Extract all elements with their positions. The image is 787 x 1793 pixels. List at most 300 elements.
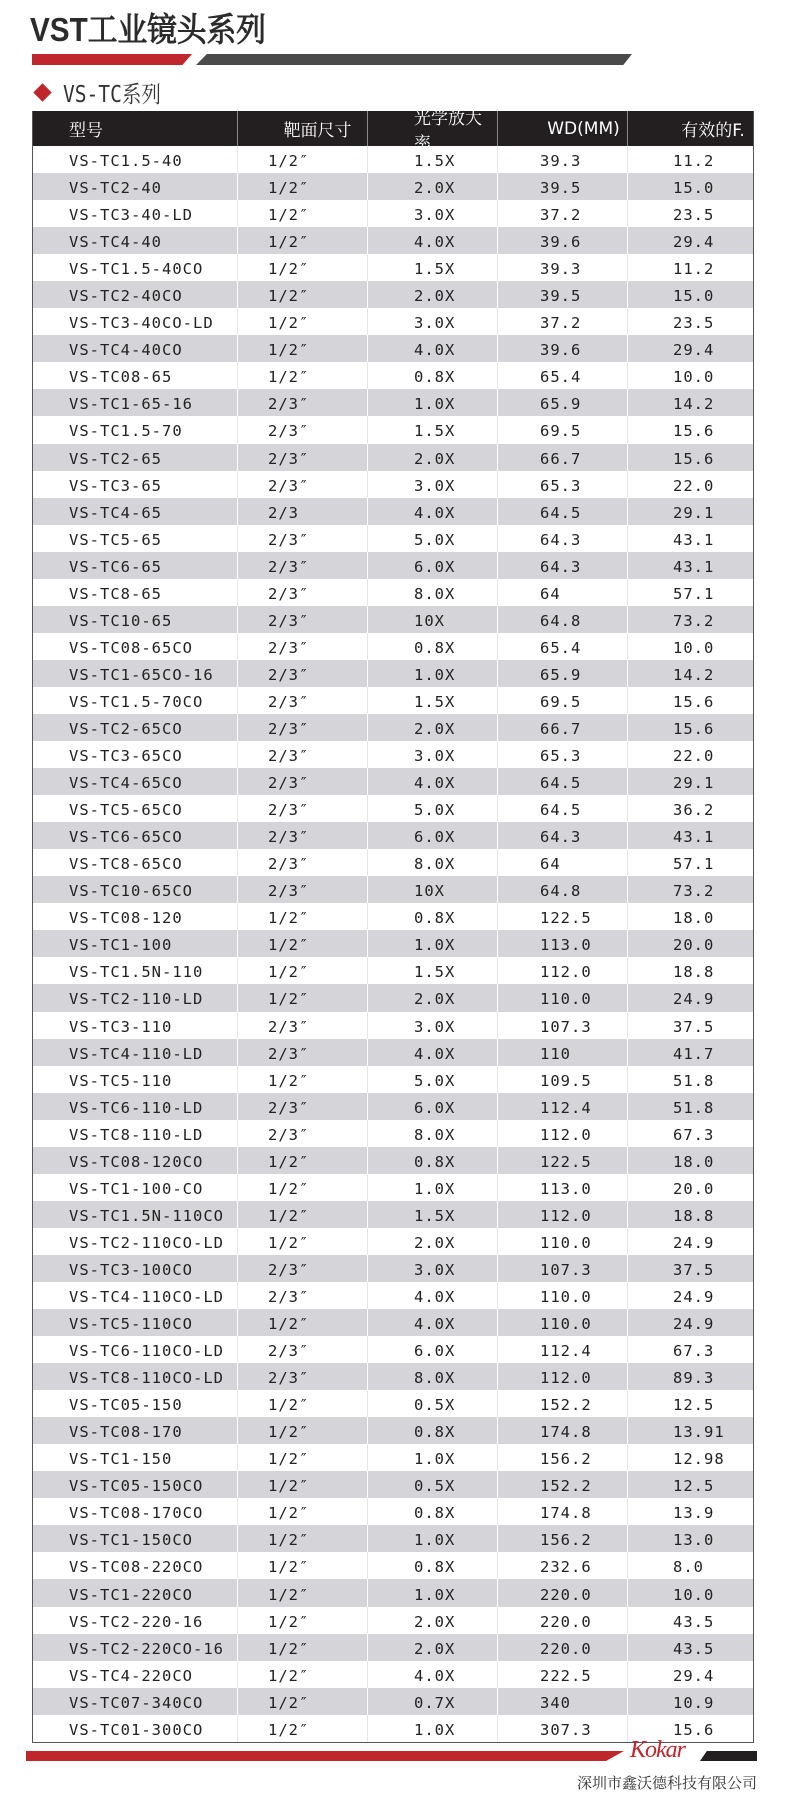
cell-magnification: 8.0X	[368, 1120, 498, 1147]
cell-sensor-size: 1/2″	[238, 1228, 368, 1255]
cell-effective-f: 15.6	[673, 692, 715, 711]
cell-working-distance: 64.5	[498, 498, 628, 525]
cell-sensor-size: 1/2″	[238, 200, 368, 227]
cell-sensor-size: 1/2″	[238, 1444, 368, 1471]
cell-effective-f: 15.6	[673, 449, 715, 468]
cell-sensor-size: 1/2″	[238, 1147, 368, 1174]
cell-sensor-size: 2/3″	[238, 768, 368, 795]
cell-sensor-size: 1/2″	[238, 254, 368, 281]
cell-sensor-size: 1/2″	[238, 1417, 368, 1444]
cell-model: VS-TC1-220CO	[33, 1579, 238, 1606]
cell-sensor-size: 1/2″	[238, 1471, 368, 1498]
cell-effective-f: 89.3	[673, 1369, 715, 1388]
cell-sensor-size: 1/2″	[238, 1607, 368, 1634]
table-row	[33, 281, 753, 308]
table-row	[33, 849, 753, 876]
cell-model: VS-TC1-150	[33, 1444, 238, 1471]
cell-magnification: 0.8X	[368, 362, 498, 389]
table-row	[33, 1066, 753, 1093]
kokar-logo: Kokar	[630, 1737, 685, 1763]
cell-model: VS-TC1.5N-110	[33, 957, 238, 984]
cell-working-distance: 112.0	[498, 1201, 628, 1228]
cell-working-distance: 64.3	[498, 552, 628, 579]
cell-magnification: 10X	[368, 606, 498, 633]
cell-magnification: 0.8X	[368, 903, 498, 930]
column-header-effective-f: 有效的F.	[681, 121, 745, 141]
cell-magnification: 0.5X	[368, 1390, 498, 1417]
cell-effective-f: 13.0	[673, 1531, 715, 1550]
decorative-red-stripe	[32, 54, 192, 65]
cell-magnification: 6.0X	[368, 1093, 498, 1120]
cell-model: VS-TC1-100	[33, 930, 238, 957]
cell-working-distance: 122.5	[498, 1147, 628, 1174]
table-row	[33, 633, 753, 660]
cell-model: VS-TC3-40-LD	[33, 200, 238, 227]
cell-working-distance: 66.7	[498, 714, 628, 741]
cell-sensor-size: 2/3″	[238, 876, 368, 903]
cell-effective-f: 15.6	[673, 720, 715, 738]
table-row	[33, 984, 753, 1011]
cell-model: VS-TC1.5-40	[33, 146, 238, 173]
cell-sensor-size: 2/3″	[238, 795, 368, 822]
cell-sensor-size: 2/3″	[238, 849, 368, 876]
cell-model: VS-TC3-100CO	[33, 1255, 238, 1282]
cell-working-distance: 112.0	[498, 957, 628, 984]
table-row	[33, 227, 753, 254]
table-row	[33, 1471, 753, 1498]
table-row	[33, 687, 753, 714]
cell-model: VS-TC3-110	[33, 1012, 238, 1039]
cell-model: VS-TC05-150CO	[33, 1471, 238, 1498]
cell-effective-f: 23.5	[673, 206, 715, 225]
cell-magnification: 4.0X	[368, 1282, 498, 1309]
cell-working-distance: 113.0	[498, 930, 628, 957]
cell-sensor-size: 1/2″	[238, 1661, 368, 1688]
diamond-bullet-icon	[33, 83, 51, 101]
cell-magnification: 0.8X	[368, 1498, 498, 1525]
cell-working-distance: 37.2	[498, 200, 628, 227]
cell-working-distance: 112.0	[498, 1363, 628, 1390]
cell-effective-f: 29.4	[673, 341, 715, 360]
column-header-magnification: 光学放大率	[368, 111, 498, 146]
cell-sensor-size: 1/2″	[238, 308, 368, 335]
table-row	[33, 1661, 753, 1688]
cell-working-distance: 340	[498, 1688, 628, 1715]
cell-effective-f: 67.3	[673, 1125, 715, 1144]
cell-working-distance: 110	[498, 1039, 628, 1066]
cell-sensor-size: 2/3″	[238, 606, 368, 633]
cell-working-distance: 152.2	[498, 1390, 628, 1417]
cell-model: VS-TC08-220CO	[33, 1552, 238, 1579]
cell-sensor-size: 1/2″	[238, 227, 368, 254]
cell-effective-f: 10.0	[673, 368, 715, 387]
table-row	[33, 1688, 753, 1715]
cell-working-distance: 156.2	[498, 1444, 628, 1471]
cell-magnification: 4.0X	[368, 1309, 498, 1336]
cell-effective-f: 18.8	[673, 963, 715, 982]
cell-sensor-size: 2/3″	[238, 714, 368, 741]
cell-model: VS-TC5-65CO	[33, 795, 238, 822]
cell-working-distance: 156.2	[498, 1525, 628, 1552]
table-row	[33, 714, 753, 741]
table-header-row	[33, 108, 753, 154]
cell-effective-f: 36.2	[673, 801, 715, 820]
cell-working-distance: 65.3	[498, 741, 628, 768]
cell-working-distance: 307.3	[498, 1715, 628, 1742]
cell-model: VS-TC2-65	[33, 444, 238, 471]
cell-magnification: 10X	[368, 876, 498, 903]
cell-sensor-size: 1/2″	[238, 903, 368, 930]
cell-effective-f: 13.91	[673, 1423, 725, 1442]
cell-working-distance: 39.5	[498, 173, 628, 200]
cell-sensor-size: 2/3	[238, 498, 368, 525]
cell-working-distance: 64.8	[498, 606, 628, 633]
cell-effective-f: 15.0	[673, 287, 715, 306]
cell-working-distance: 66.7	[498, 444, 628, 471]
table-row	[33, 444, 753, 471]
cell-working-distance: 64	[498, 849, 628, 876]
cell-effective-f: 51.8	[673, 1071, 715, 1090]
table-row	[33, 308, 753, 335]
table-row	[33, 1417, 753, 1444]
cell-working-distance: 39.6	[498, 335, 628, 362]
cell-model: VS-TC5-110CO	[33, 1309, 238, 1336]
cell-magnification: 1.0X	[368, 930, 498, 957]
cell-model: VS-TC5-65	[33, 525, 238, 552]
cell-effective-f: 11.2	[673, 260, 715, 279]
cell-magnification: 6.0X	[368, 552, 498, 579]
cell-working-distance: 65.9	[498, 660, 628, 687]
cell-effective-f: 23.5	[673, 314, 715, 333]
lens-spec-table	[32, 108, 754, 1743]
cell-working-distance: 232.6	[498, 1552, 628, 1579]
cell-model: VS-TC2-220CO-16	[33, 1634, 238, 1661]
table-row	[33, 903, 753, 930]
cell-effective-f: 18.0	[673, 909, 715, 928]
cell-working-distance: 65.9	[498, 389, 628, 416]
table-row	[33, 1363, 753, 1390]
table-row	[33, 200, 753, 227]
cell-sensor-size: 1/2″	[238, 957, 368, 984]
cell-effective-f: 29.4	[673, 1666, 715, 1685]
cell-sensor-size: 2/3″	[238, 822, 368, 849]
cell-effective-f: 24.9	[673, 1315, 715, 1334]
cell-working-distance: 112.0	[498, 1120, 628, 1147]
cell-sensor-size: 2/3″	[238, 1336, 368, 1363]
table-row	[33, 1607, 753, 1634]
cell-model: VS-TC2-110CO-LD	[33, 1228, 238, 1255]
cell-effective-f: 10.0	[673, 638, 715, 657]
cell-sensor-size: 1/2″	[238, 1201, 368, 1228]
cell-magnification: 0.8X	[368, 633, 498, 660]
cell-sensor-size: 1/2″	[238, 1498, 368, 1525]
cell-effective-f: 37.5	[673, 1260, 715, 1279]
cell-magnification: 4.0X	[368, 227, 498, 254]
cell-effective-f: 20.0	[673, 936, 715, 955]
cell-magnification: 1.0X	[368, 1525, 498, 1552]
cell-model: VS-TC4-110CO-LD	[33, 1282, 238, 1309]
cell-magnification: 2.0X	[368, 1607, 498, 1634]
cell-working-distance: 39.3	[498, 146, 628, 173]
cell-magnification: 1.5X	[368, 687, 498, 714]
cell-working-distance: 174.8	[498, 1498, 628, 1525]
cell-working-distance: 64.3	[498, 822, 628, 849]
cell-sensor-size: 1/2″	[238, 1390, 368, 1417]
table-row	[33, 1255, 753, 1282]
cell-effective-f: 41.7	[673, 1044, 715, 1063]
table-row	[33, 362, 753, 389]
cell-effective-f: 57.1	[673, 584, 715, 603]
cell-magnification: 3.0X	[368, 1012, 498, 1039]
cell-sensor-size: 2/3″	[238, 416, 368, 443]
cell-effective-f: 43.5	[673, 1639, 715, 1658]
cell-sensor-size: 2/3″	[238, 389, 368, 416]
table-body	[33, 146, 753, 1742]
table-row	[33, 1012, 753, 1039]
cell-sensor-size: 2/3″	[238, 1282, 368, 1309]
cell-sensor-size: 1/2″	[238, 1579, 368, 1606]
cell-model: VS-TC01-300CO	[33, 1715, 238, 1742]
cell-model: VS-TC1.5-40CO	[33, 254, 238, 281]
cell-sensor-size: 2/3″	[238, 579, 368, 606]
cell-working-distance: 39.3	[498, 254, 628, 281]
cell-effective-f: 57.1	[673, 855, 715, 874]
cell-model: VS-TC10-65	[33, 606, 238, 633]
cell-model: VS-TC08-170CO	[33, 1498, 238, 1525]
table-row	[33, 606, 753, 633]
cell-model: VS-TC08-120	[33, 903, 238, 930]
table-row	[33, 1093, 753, 1120]
cell-model: VS-TC3-65	[33, 471, 238, 498]
cell-effective-f: 73.2	[673, 611, 715, 630]
cell-model: VS-TC8-65	[33, 579, 238, 606]
cell-magnification: 1.5X	[368, 254, 498, 281]
table-row	[33, 876, 753, 903]
cell-model: VS-TC3-65CO	[33, 741, 238, 768]
cell-magnification: 2.0X	[368, 984, 498, 1011]
cell-effective-f: 29.1	[673, 774, 715, 793]
table-row	[33, 173, 753, 200]
cell-model: VS-TC1.5-70	[33, 416, 238, 443]
cell-effective-f: 12.5	[673, 1396, 715, 1415]
table-row	[33, 254, 753, 281]
cell-model: VS-TC4-65CO	[33, 768, 238, 795]
cell-model: VS-TC08-120CO	[33, 1147, 238, 1174]
table-row	[33, 416, 753, 443]
cell-working-distance: 109.5	[498, 1066, 628, 1093]
cell-magnification: 1.5X	[368, 416, 498, 443]
cell-magnification: 6.0X	[368, 1336, 498, 1363]
table-row	[33, 1498, 753, 1525]
cell-effective-f: 67.3	[673, 1342, 715, 1361]
cell-model: VS-TC8-110-LD	[33, 1120, 238, 1147]
cell-working-distance: 220.0	[498, 1634, 628, 1661]
cell-working-distance: 64.3	[498, 525, 628, 552]
cell-working-distance: 220.0	[498, 1579, 628, 1606]
cell-working-distance: 64.5	[498, 768, 628, 795]
cell-sensor-size: 1/2″	[238, 362, 368, 389]
cell-effective-f: 15.0	[673, 179, 715, 198]
cell-effective-f: 24.9	[673, 990, 715, 1009]
cell-sensor-size: 2/3″	[238, 687, 368, 714]
table-row	[33, 1634, 753, 1661]
cell-sensor-size: 1/2″	[238, 1688, 368, 1715]
table-row	[33, 389, 753, 416]
table-row	[33, 1444, 753, 1471]
cell-magnification: 1.0X	[368, 389, 498, 416]
cell-magnification: 4.0X	[368, 768, 498, 795]
cell-effective-f: 12.5	[673, 1477, 715, 1496]
cell-magnification: 1.5X	[368, 1201, 498, 1228]
cell-model: VS-TC8-110CO-LD	[33, 1363, 238, 1390]
cell-working-distance: 107.3	[498, 1012, 628, 1039]
cell-effective-f: 43.1	[673, 557, 715, 576]
cell-magnification: 8.0X	[368, 849, 498, 876]
table-row	[33, 930, 753, 957]
cell-working-distance: 64	[498, 579, 628, 606]
table-row	[33, 579, 753, 606]
cell-magnification: 0.8X	[368, 1417, 498, 1444]
cell-sensor-size: 2/3″	[238, 525, 368, 552]
table-row	[33, 1039, 753, 1066]
cell-magnification: 1.0X	[368, 660, 498, 687]
table-row	[33, 1309, 753, 1336]
table-row	[33, 552, 753, 579]
table-row	[33, 1201, 753, 1228]
table-row	[33, 335, 753, 362]
cell-sensor-size: 2/3″	[238, 1039, 368, 1066]
table-row	[33, 1390, 753, 1417]
cell-model: VS-TC1-100-CO	[33, 1174, 238, 1201]
cell-sensor-size: 1/2″	[238, 1634, 368, 1661]
cell-effective-f: 8.0	[673, 1558, 704, 1577]
cell-magnification: 0.7X	[368, 1688, 498, 1715]
cell-sensor-size: 2/3″	[238, 1012, 368, 1039]
cell-sensor-size: 1/2″	[238, 984, 368, 1011]
cell-working-distance: 110.0	[498, 1228, 628, 1255]
cell-sensor-size: 1/2″	[238, 281, 368, 308]
cell-working-distance: 220.0	[498, 1607, 628, 1634]
table-row	[33, 957, 753, 984]
cell-magnification: 2.0X	[368, 173, 498, 200]
cell-working-distance: 112.4	[498, 1093, 628, 1120]
table-row	[33, 1282, 753, 1309]
cell-model: VS-TC2-40CO	[33, 281, 238, 308]
cell-magnification: 1.0X	[368, 1444, 498, 1471]
cell-effective-f: 14.2	[673, 395, 715, 414]
table-row	[33, 795, 753, 822]
cell-model: VS-TC2-110-LD	[33, 984, 238, 1011]
cell-working-distance: 65.4	[498, 633, 628, 660]
cell-working-distance: 39.6	[498, 227, 628, 254]
cell-effective-f: 22.0	[673, 476, 715, 495]
table-row	[33, 1228, 753, 1255]
cell-sensor-size: 2/3″	[238, 1093, 368, 1120]
table-row	[33, 1174, 753, 1201]
cell-sensor-size: 2/3″	[238, 741, 368, 768]
cell-effective-f: 22.0	[673, 747, 715, 766]
cell-magnification: 2.0X	[368, 1228, 498, 1255]
cell-effective-f: 43.1	[673, 530, 715, 549]
table-row	[33, 1579, 753, 1606]
cell-model: VS-TC1.5N-110CO	[33, 1201, 238, 1228]
table-row	[33, 1336, 753, 1363]
cell-sensor-size: 1/2″	[238, 1525, 368, 1552]
column-header-working-distance: WD(MM)	[498, 111, 628, 146]
cell-effective-f: 18.0	[673, 1152, 715, 1171]
cell-model: VS-TC1-150CO	[33, 1525, 238, 1552]
cell-magnification: 2.0X	[368, 714, 498, 741]
cell-working-distance: 107.3	[498, 1255, 628, 1282]
cell-model: VS-TC6-65CO	[33, 822, 238, 849]
cell-effective-f: 15.6	[673, 1720, 715, 1739]
table-row	[33, 525, 753, 552]
cell-magnification: 8.0X	[368, 1363, 498, 1390]
cell-model: VS-TC5-110	[33, 1066, 238, 1093]
cell-sensor-size: 2/3″	[238, 660, 368, 687]
cell-magnification: 5.0X	[368, 795, 498, 822]
cell-magnification: 4.0X	[368, 335, 498, 362]
cell-sensor-size: 2/3″	[238, 471, 368, 498]
cell-sensor-size: 1/2″	[238, 173, 368, 200]
cell-sensor-size: 2/3″	[238, 552, 368, 579]
cell-magnification: 4.0X	[368, 1661, 498, 1688]
cell-magnification: 4.0X	[368, 1039, 498, 1066]
cell-model: VS-TC1.5-70CO	[33, 687, 238, 714]
cell-magnification: 6.0X	[368, 822, 498, 849]
cell-magnification: 0.8X	[368, 1552, 498, 1579]
cell-effective-f: 37.5	[673, 1017, 715, 1036]
cell-sensor-size: 1/2″	[238, 1715, 368, 1742]
cell-magnification: 0.8X	[368, 1147, 498, 1174]
cell-working-distance: 152.2	[498, 1471, 628, 1498]
cell-effective-f: 10.0	[673, 1585, 715, 1604]
cell-working-distance: 65.4	[498, 362, 628, 389]
cell-sensor-size: 1/2″	[238, 1174, 368, 1201]
table-row	[33, 1552, 753, 1579]
footer-red-stripe	[26, 1751, 624, 1761]
cell-sensor-size: 2/3″	[238, 1120, 368, 1147]
cell-magnification: 3.0X	[368, 741, 498, 768]
cell-working-distance: 69.5	[498, 687, 628, 714]
cell-effective-f: 29.4	[673, 233, 715, 252]
cell-working-distance: 110.0	[498, 1309, 628, 1336]
cell-model: VS-TC8-65CO	[33, 849, 238, 876]
cell-sensor-size: 1/2″	[238, 1552, 368, 1579]
table-row	[33, 822, 753, 849]
column-header-sensor-size: 靶面尺寸	[238, 111, 368, 146]
cell-magnification: 1.0X	[368, 1579, 498, 1606]
cell-effective-f: 18.8	[673, 1206, 715, 1225]
cell-sensor-size: 1/2″	[238, 1309, 368, 1336]
cell-working-distance: 69.5	[498, 416, 628, 443]
table-row	[33, 741, 753, 768]
cell-model: VS-TC6-65	[33, 552, 238, 579]
cell-sensor-size: 1/2″	[238, 930, 368, 957]
cell-effective-f: 10.9	[673, 1693, 715, 1712]
cell-model: VS-TC4-40	[33, 227, 238, 254]
decorative-gray-stripe	[196, 54, 632, 65]
cell-magnification: 2.0X	[368, 281, 498, 308]
cell-model: VS-TC2-220-16	[33, 1607, 238, 1634]
cell-model: VS-TC4-65	[33, 498, 238, 525]
table-row	[33, 1120, 753, 1147]
cell-working-distance: 122.5	[498, 903, 628, 930]
cell-effective-f: 51.8	[673, 1098, 715, 1117]
cell-magnification: 1.5X	[368, 957, 498, 984]
table-row	[33, 471, 753, 498]
cell-effective-f: 11.2	[673, 152, 715, 171]
